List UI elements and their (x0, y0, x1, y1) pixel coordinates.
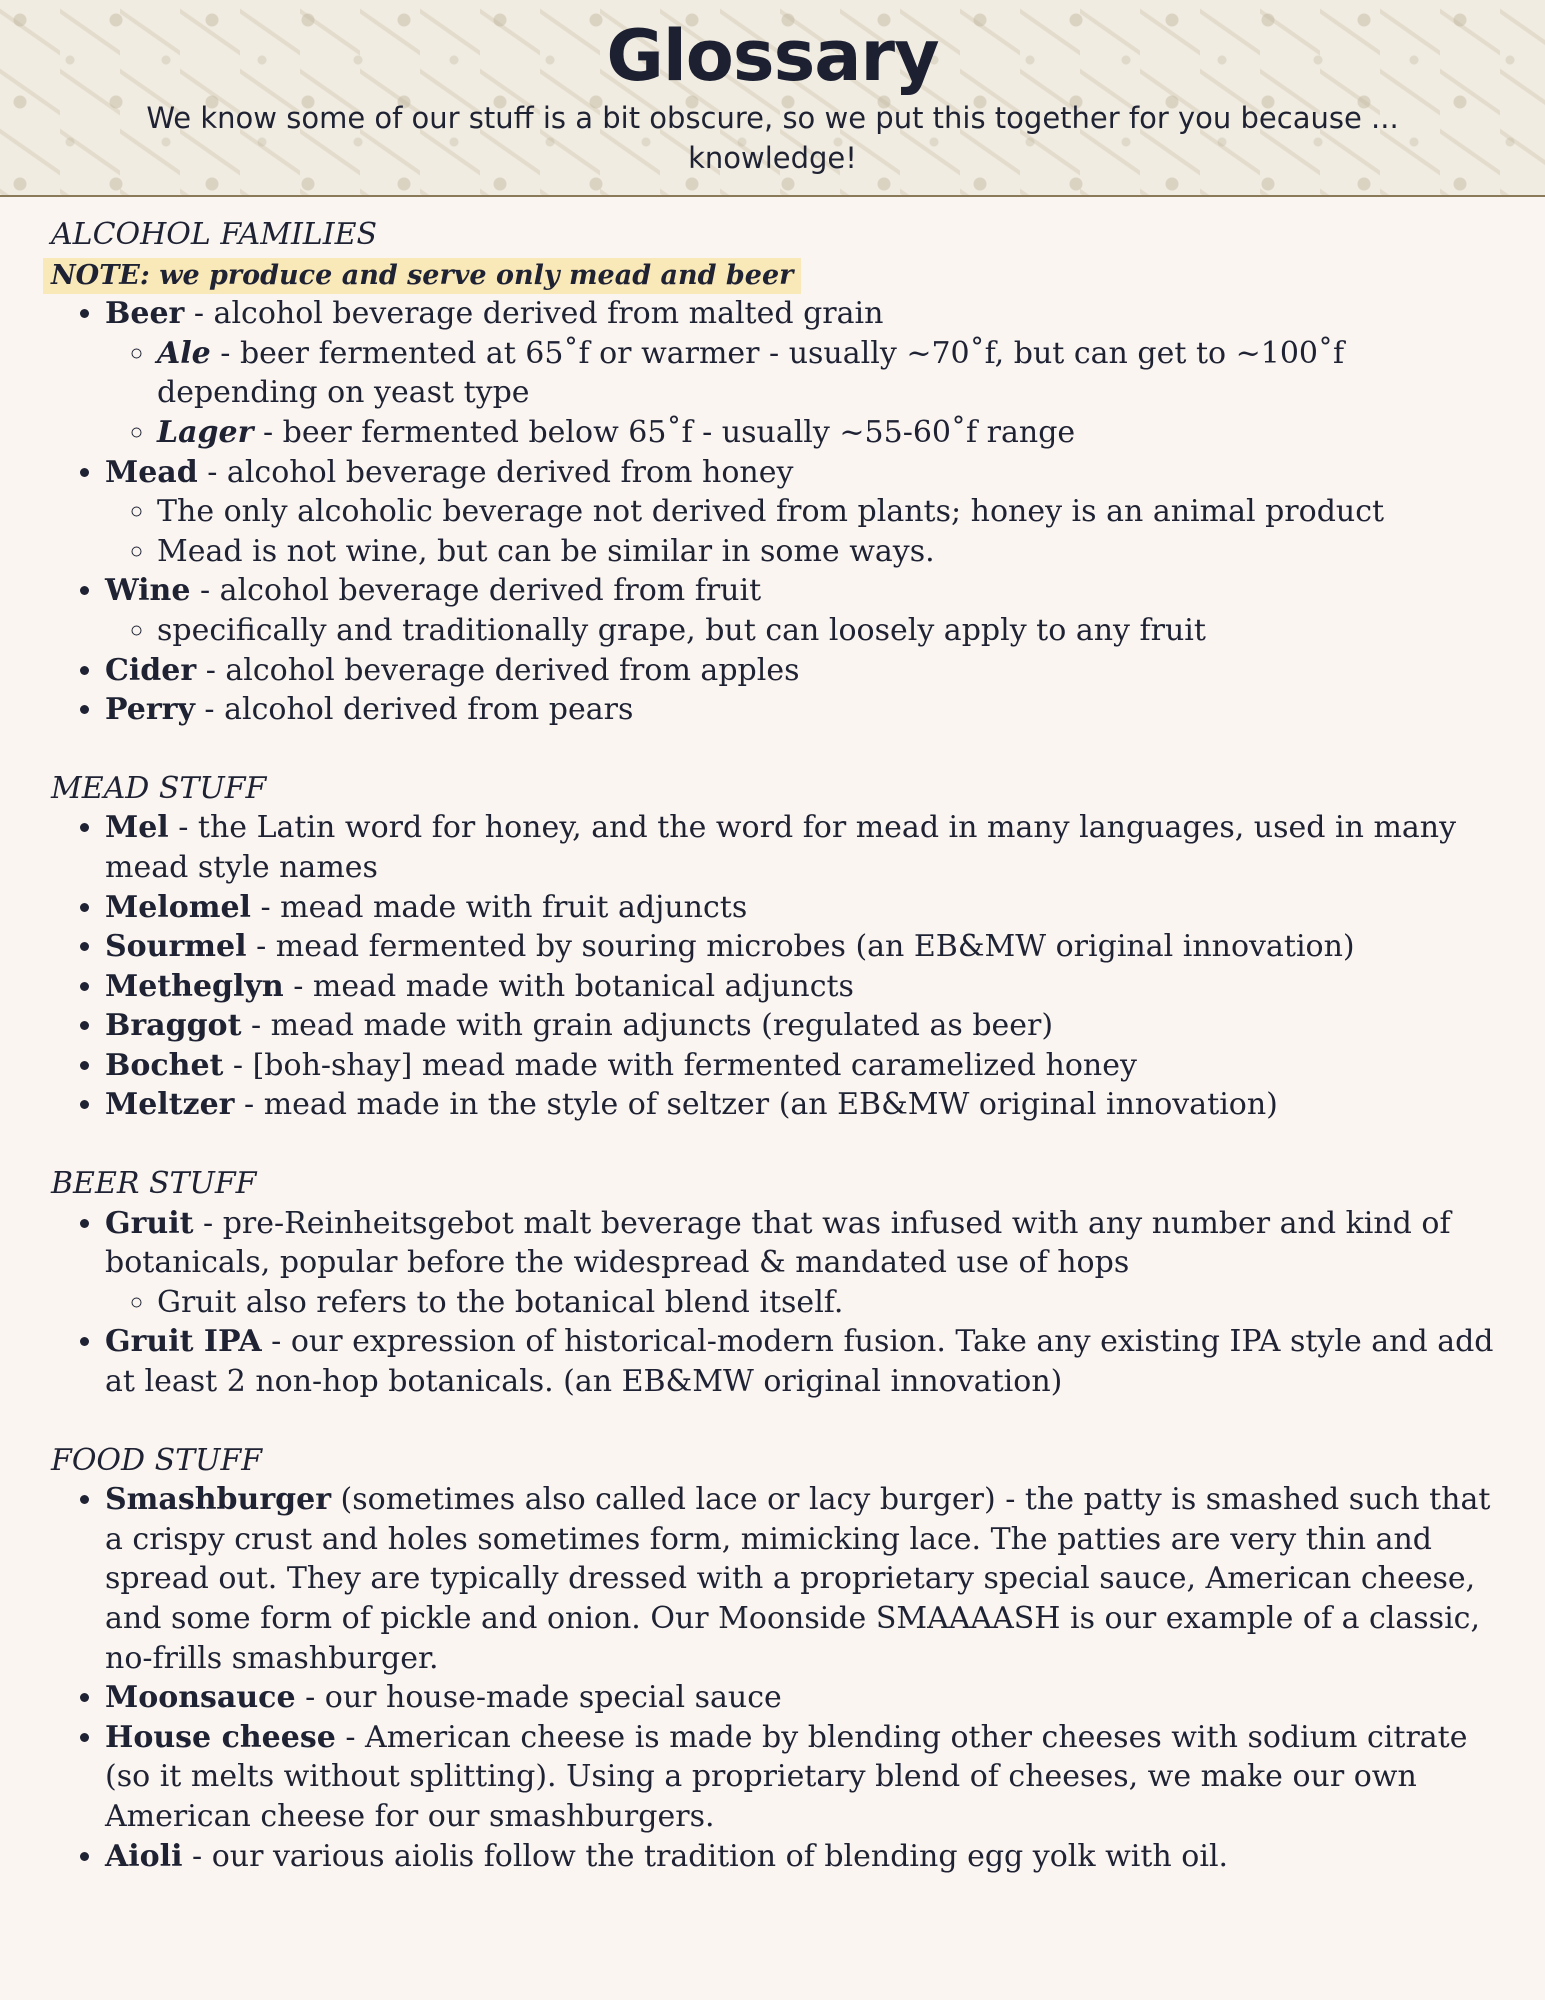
definition: - our various aiolis follow the tradition of blending egg yolk with oil. (182, 1838, 1229, 1874)
term: Moonsauce (105, 1680, 296, 1716)
term: Ale (157, 335, 211, 371)
glossary-subitem: ◦ The only alcoholic beverage not derived from plants; honey is an animal product (157, 492, 1511, 532)
term: House cheese (105, 1719, 336, 1755)
section-alcohol-families (51, 215, 1511, 730)
definition: - pre-Reinheitsgebot malt beverage that was infused with any number and kind of botanicals, popular before the widespread & mandated use of hops (105, 1205, 1451, 1281)
term: Perry (105, 692, 195, 728)
definition: - alcohol beverage derived from honey (197, 454, 794, 490)
definition: (sometimes also called lace or lacy burger) - the patty is smashed such that a crispy crust and holes sometimes form, mimicking lace. The patties are very thin and spread out. They are typically dressed with a proprietary special sauce, American cheese, and some form of pickle and onion. Our Moonside SMAAAASH is our example of a classic, no-frills smashburger. (105, 1482, 1491, 1676)
page-subtitle: We know some of our stuff is a bit obscure, so we put this together for you because ... knowledge! (146, 101, 1399, 175)
term: Metheglyn (105, 968, 284, 1004)
glossary-subitem-lager (157, 413, 1511, 453)
definition: - mead fermented by souring microbes (an EB&MW original innovation) (246, 929, 1355, 965)
glossary-item (105, 1837, 1511, 1877)
glossary-item-wine (105, 571, 1511, 650)
definition: - mead made with grain adjuncts (regulated as beer) (241, 1008, 1054, 1044)
term: Mel (105, 810, 169, 846)
glossary-item (105, 1480, 1511, 1678)
term: Sourmel (105, 929, 247, 965)
section-title: BEER STUFF (51, 1166, 257, 1202)
glossary-content (51, 215, 1511, 1915)
glossary-item (105, 888, 1511, 928)
glossary-item-perry (105, 690, 1511, 730)
term: Mead (105, 454, 198, 490)
definition: - mead made with botanical adjuncts (283, 968, 854, 1004)
section-beer-stuff (51, 1164, 1511, 1402)
term: Gruit IPA (105, 1324, 262, 1360)
definition: - alcohol beverage derived from fruit (190, 573, 762, 609)
glossary-item (105, 1085, 1511, 1125)
definition: - mead made in the style of seltzer (an EB&MW original innovation) (234, 1087, 1278, 1123)
glossary-subitem: ◦ specifically and traditionally grape, but can loosely apply to any fruit (157, 611, 1511, 651)
note-banner: NOTE: we produce and serve only mead and beer (43, 258, 801, 294)
term: Melomel (105, 889, 251, 925)
glossary-item-mead (105, 453, 1511, 572)
term: Gruit (105, 1205, 194, 1241)
section-title: MEAD STUFF (51, 770, 267, 806)
definition: - American cheese is made by blending other cheeses with sodium citrate (so it melts without splitting). Using a proprietary blend of cheeses, we make our own American cheese for our smashburgers. (105, 1719, 1468, 1834)
glossary-item (105, 927, 1511, 967)
glossary-item-cider (105, 651, 1511, 691)
section-food-stuff (51, 1441, 1511, 1877)
definition: - alcohol beverage derived from apples (196, 652, 800, 688)
glossary-item-gruit-ipa (105, 1322, 1511, 1401)
term: Beer (105, 296, 185, 332)
glossary-item (105, 1718, 1511, 1837)
glossary-subitem: ◦ Gruit also refers to the botanical blend itself. (157, 1283, 1511, 1323)
glossary-item (105, 967, 1511, 1007)
term: Meltzer (105, 1087, 235, 1123)
definition: - alcohol beverage derived from malted grain (184, 296, 884, 332)
definition: - our house-made special sauce (295, 1680, 782, 1716)
term: Cider (105, 652, 197, 688)
definition: - the Latin word for honey, and the word for mead in many languages, used in many mead style names (105, 810, 1457, 885)
page-title: Glossary (606, 15, 939, 97)
term: Bochet (105, 1047, 224, 1083)
glossary-subitem-ale (157, 334, 1511, 413)
definition: - beer fermented at 65˚f or warmer - usually ~70˚f, but can get to ~100˚f depending on yeast type (157, 335, 1345, 411)
definition: - alcohol derived from pears (194, 692, 634, 728)
term: Braggot (105, 1008, 242, 1044)
definition: - mead made with fruit adjuncts (250, 889, 748, 925)
glossary-subitem: ◦ Mead is not wine, but can be similar in some ways. (157, 532, 1511, 572)
glossary-item-beer (105, 294, 1511, 452)
section-title: FOOD STUFF (51, 1442, 263, 1478)
term: Smashburger (105, 1482, 332, 1518)
definition: - [boh-shay] mead made with fermented caramelized honey (223, 1047, 1137, 1083)
page-header (0, 0, 1545, 197)
glossary-item (105, 1046, 1511, 1086)
term: Wine (105, 573, 191, 609)
term: Lager (157, 414, 254, 450)
glossary-item-gruit (105, 1204, 1511, 1323)
glossary-item (105, 808, 1511, 887)
glossary-item (105, 1678, 1511, 1718)
definition: - our expression of historical-modern fusion. Take any existing IPA style and add at least 2 non-hop botanicals. (an EB&MW original innovation) (105, 1324, 1494, 1400)
section-title: ALCOHOL FAMILIES (51, 217, 378, 252)
term: Aioli (105, 1838, 183, 1874)
glossary-item (105, 1006, 1511, 1046)
definition: - beer fermented below 65˚f - usually ~55-60˚f range (253, 414, 1076, 450)
section-mead-stuff (51, 769, 1511, 1125)
